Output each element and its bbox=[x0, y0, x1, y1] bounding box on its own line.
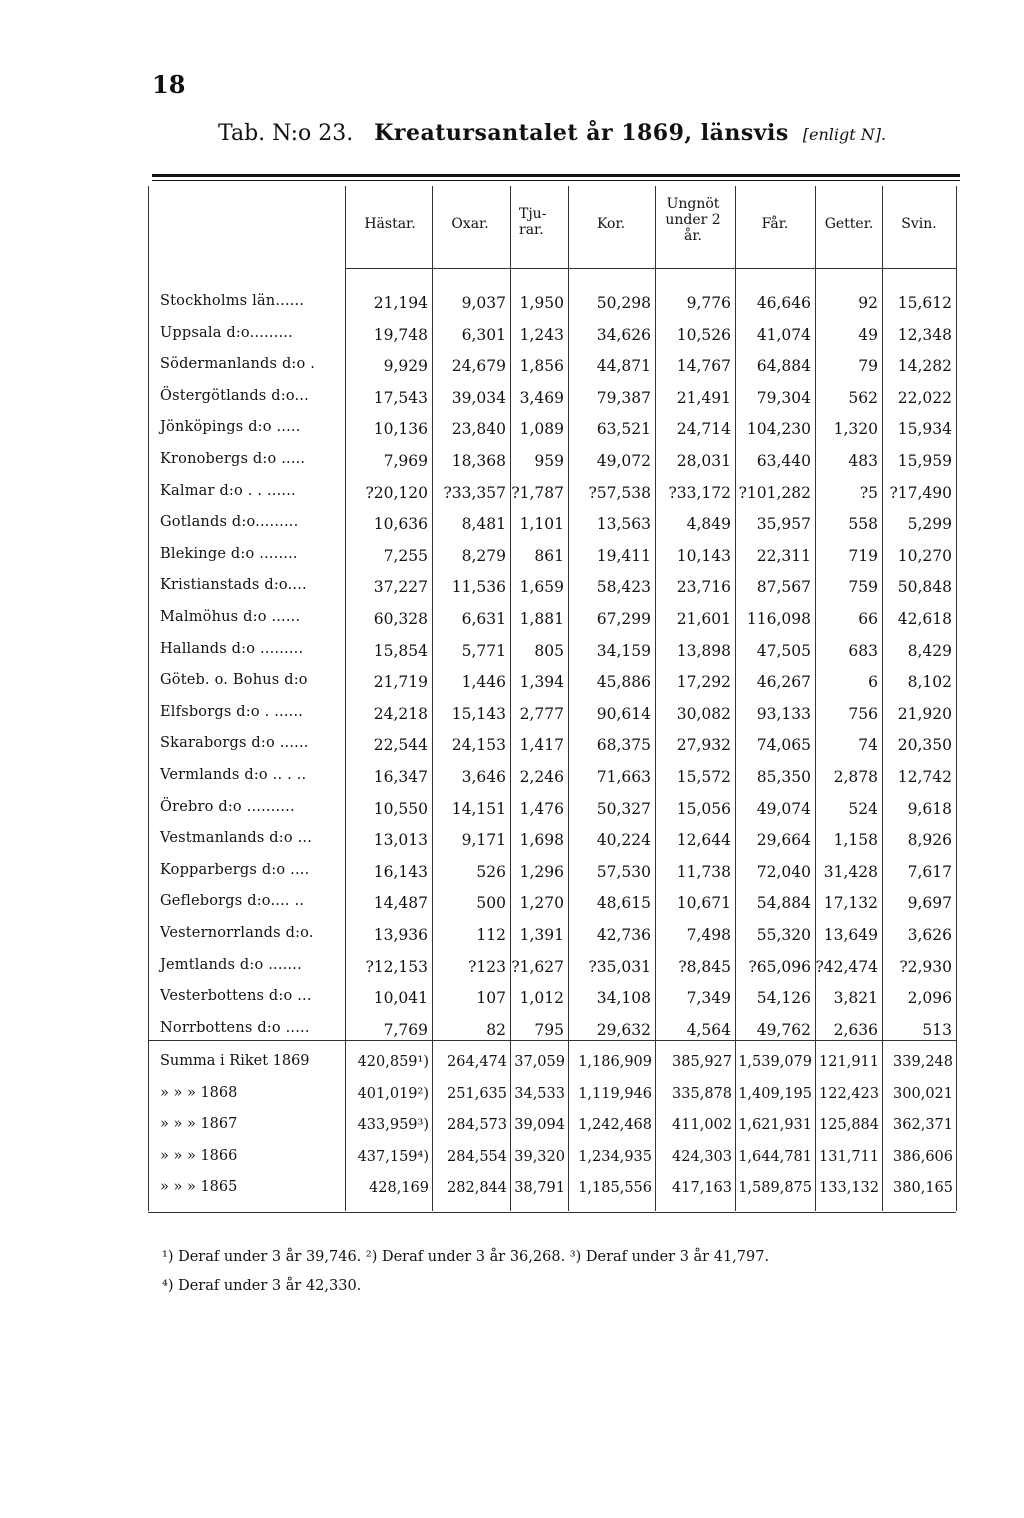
totals-cell: 300,021 bbox=[893, 1085, 953, 1102]
totals-cell: 424,303 bbox=[672, 1148, 732, 1165]
table-cell: 1,881 bbox=[519, 610, 564, 628]
table-cell: 112 bbox=[476, 926, 506, 944]
table-cell: 13,936 bbox=[373, 926, 428, 944]
table-cell: 21,601 bbox=[676, 610, 731, 628]
column-divider bbox=[655, 186, 656, 1211]
table-cell: 22,311 bbox=[756, 546, 811, 565]
column-divider bbox=[815, 186, 816, 1211]
table-cell: 5,771 bbox=[461, 641, 506, 660]
table-cell: 14,487 bbox=[373, 894, 428, 913]
column-divider bbox=[432, 186, 433, 1211]
table-cell: 483 bbox=[848, 452, 878, 470]
totals-cell: 251,635 bbox=[447, 1085, 507, 1102]
table-cell: 79,304 bbox=[756, 388, 811, 407]
table-heading: Kreatursantalet år 1869, länsvis bbox=[374, 120, 789, 146]
county-label: Blekinge d:o ........ bbox=[160, 545, 298, 562]
table-cell: 74,065 bbox=[756, 736, 811, 755]
table-cell: 1,417 bbox=[519, 736, 564, 755]
totals-cell: 386,606 bbox=[893, 1148, 953, 1165]
table-source-note: [enligt N]. bbox=[802, 125, 887, 144]
table-cell: 41,074 bbox=[756, 325, 811, 344]
table-cell: 3,626 bbox=[907, 926, 952, 944]
table-cell: 49,762 bbox=[756, 1020, 811, 1039]
column-divider bbox=[568, 186, 569, 1211]
table-cell: 8,279 bbox=[461, 546, 506, 565]
totals-cell: 39,094 bbox=[514, 1117, 565, 1133]
table-cell: 30,082 bbox=[676, 704, 731, 723]
totals-cell: 125,884 bbox=[819, 1117, 879, 1133]
table-cell: 12,742 bbox=[897, 768, 952, 786]
table-cell: 5,299 bbox=[907, 515, 952, 534]
table-cell: 46,267 bbox=[756, 673, 811, 692]
table-cell: ?20,120 bbox=[365, 483, 428, 502]
table-cell: 10,136 bbox=[373, 420, 428, 439]
table-cell: 805 bbox=[534, 641, 564, 660]
county-label: Stockholms län...... bbox=[160, 293, 305, 309]
county-label: Kopparbergs d:o .... bbox=[160, 861, 310, 878]
table-cell: 21,491 bbox=[676, 388, 731, 407]
table-cell: 10,550 bbox=[373, 799, 428, 818]
table-cell: 861 bbox=[534, 546, 564, 565]
table-cell: 17,543 bbox=[373, 388, 428, 407]
table-cell: 49,074 bbox=[756, 799, 811, 818]
totals-cell: 133,132 bbox=[819, 1180, 879, 1196]
table-cell: 1,446 bbox=[461, 673, 506, 692]
table-cell: 6,301 bbox=[461, 325, 506, 344]
table-cell: 34,626 bbox=[596, 325, 651, 344]
table-cell: 16,143 bbox=[373, 862, 428, 881]
county-label: Örebro d:o .......... bbox=[160, 798, 295, 815]
totals-cell: 420,859¹) bbox=[357, 1054, 429, 1070]
county-label: Kronobergs d:o ..... bbox=[160, 451, 306, 467]
table-cell: 15,934 bbox=[897, 420, 952, 439]
table-cell: 10,041 bbox=[373, 989, 428, 1008]
table-cell: 82 bbox=[486, 1020, 506, 1039]
table-cell: 3,646 bbox=[461, 768, 506, 786]
table-cell: 6,631 bbox=[461, 610, 506, 628]
totals-cell: 428,169 bbox=[369, 1180, 429, 1196]
table-cell: 759 bbox=[848, 578, 878, 597]
table-cell: 15,612 bbox=[897, 294, 952, 312]
column-header: Kor. bbox=[596, 216, 626, 232]
county-label: Malmöhus d:o ...... bbox=[160, 609, 301, 625]
table-cell: ?65,096 bbox=[748, 957, 811, 976]
table-cell: 15,854 bbox=[373, 641, 428, 660]
page-number: 18 bbox=[152, 70, 186, 99]
totals-cell: 122,423 bbox=[819, 1085, 879, 1102]
table-cell: 3,821 bbox=[833, 989, 878, 1008]
table-cell: ?17,490 bbox=[889, 483, 952, 502]
table-cell: 24,218 bbox=[373, 704, 428, 723]
totals-cell: 282,844 bbox=[447, 1180, 507, 1196]
table-cell: 15,572 bbox=[676, 768, 731, 786]
table-cell: 107 bbox=[476, 989, 506, 1008]
table-cell: 74 bbox=[858, 736, 878, 755]
table-cell: 1,391 bbox=[519, 926, 564, 944]
table-cell: 2,096 bbox=[907, 989, 952, 1008]
totals-cell: 1,234,935 bbox=[578, 1148, 652, 1165]
totals-cell: 385,927 bbox=[672, 1054, 732, 1070]
footnote-line-1: ¹) Deraf under 3 år 39,746. ²) Deraf under 3 år 36,268. ³) Deraf under 3 år 41,797. bbox=[162, 1249, 770, 1265]
table-cell: 42,618 bbox=[897, 610, 952, 628]
table-cell: 1,012 bbox=[519, 989, 564, 1008]
table-cell: 90,614 bbox=[596, 704, 651, 723]
county-label: Vesternorrlands d:o. bbox=[160, 925, 314, 941]
table-cell: 13,898 bbox=[676, 641, 731, 660]
table-cell: 14,282 bbox=[897, 357, 952, 376]
top-rule-thick bbox=[152, 174, 960, 177]
county-label: Jemtlands d:o ....... bbox=[160, 956, 302, 973]
table-cell: 10,526 bbox=[676, 325, 731, 344]
column-divider bbox=[510, 186, 511, 1211]
table-cell: 8,926 bbox=[907, 831, 952, 850]
county-label: Skaraborgs d:o ...... bbox=[160, 735, 309, 752]
table-cell: 22,022 bbox=[897, 388, 952, 407]
table-cell: 58,423 bbox=[596, 578, 651, 597]
table-cell: 49,072 bbox=[596, 452, 651, 470]
table-cell: 47,505 bbox=[756, 641, 811, 660]
table-cell: 54,884 bbox=[756, 894, 811, 913]
table-cell: 8,481 bbox=[461, 515, 506, 534]
table-cell: 24,714 bbox=[676, 420, 731, 439]
table-cell: 50,848 bbox=[897, 578, 952, 597]
column-divider-right bbox=[956, 186, 957, 1211]
table-cell: 1,158 bbox=[833, 831, 878, 850]
header-bottom-rule bbox=[345, 268, 956, 269]
column-divider bbox=[735, 186, 736, 1211]
top-rule-thin bbox=[152, 180, 960, 181]
table-cell: 17,292 bbox=[676, 673, 731, 692]
table-cell: 60,328 bbox=[373, 610, 428, 628]
table-cell: 40,224 bbox=[596, 831, 651, 850]
table-cell: 9,037 bbox=[461, 294, 506, 312]
table-cell: 72,040 bbox=[756, 862, 811, 881]
table-cell: 35,957 bbox=[756, 515, 811, 534]
totals-cell: 1,242,468 bbox=[578, 1117, 652, 1133]
county-label: Elfsborgs d:o . ...... bbox=[160, 703, 304, 720]
table-cell: 1,101 bbox=[519, 515, 564, 534]
table-cell: ?123 bbox=[468, 957, 506, 976]
table-cell: 50,327 bbox=[596, 799, 651, 818]
table-cell: 959 bbox=[534, 452, 564, 470]
table-cell: 39,034 bbox=[451, 388, 506, 407]
table-cell: 13,013 bbox=[373, 831, 428, 850]
table-cell: 1,659 bbox=[519, 578, 564, 597]
table-cell: 1,856 bbox=[519, 357, 564, 376]
table-cell: 18,368 bbox=[451, 452, 506, 470]
totals-cell: 411,002 bbox=[672, 1117, 732, 1133]
table-cell: 756 bbox=[848, 704, 878, 723]
table-cell: 20,350 bbox=[897, 736, 952, 755]
totals-cell: 401,019²) bbox=[357, 1085, 429, 1102]
table-cell: 55,320 bbox=[756, 926, 811, 944]
table-cell: 500 bbox=[476, 894, 506, 913]
table-cell: 2,777 bbox=[519, 704, 564, 723]
table-cell: 7,969 bbox=[383, 452, 428, 470]
table-cell: 44,871 bbox=[596, 357, 651, 376]
totals-cell: 339,248 bbox=[893, 1054, 953, 1070]
column-header: Getter. bbox=[824, 216, 874, 232]
table-cell: ?33,357 bbox=[443, 483, 506, 502]
totals-cell: 380,165 bbox=[893, 1180, 953, 1196]
column-divider bbox=[882, 186, 883, 1211]
table-cell: 2,636 bbox=[833, 1020, 878, 1039]
table-cell: 24,153 bbox=[451, 736, 506, 755]
county-label: Gefleborgs d:o.... .. bbox=[160, 893, 305, 910]
table-cell: 1,320 bbox=[833, 420, 878, 439]
table-cell: 50,298 bbox=[596, 294, 651, 312]
table-cell: 1,270 bbox=[519, 894, 564, 913]
table-cell: 10,636 bbox=[373, 515, 428, 534]
totals-cell: 437,159⁴) bbox=[357, 1148, 429, 1165]
table-cell: 16,347 bbox=[373, 768, 428, 786]
table-cell: 87,567 bbox=[756, 578, 811, 597]
county-label: Norrbottens d:o ..... bbox=[160, 1019, 310, 1036]
table-cell: 27,932 bbox=[676, 736, 731, 755]
table-cell: 66 bbox=[858, 610, 878, 628]
table-cell: 795 bbox=[534, 1020, 564, 1039]
table-cell: 19,748 bbox=[373, 325, 428, 344]
table-cell: 1,089 bbox=[519, 420, 564, 439]
table-cell: 93,133 bbox=[756, 704, 811, 723]
table-cell: 31,428 bbox=[823, 862, 878, 881]
table-cell: 4,564 bbox=[686, 1020, 731, 1039]
table-cell: 63,521 bbox=[596, 420, 651, 439]
table-cell: 13,563 bbox=[596, 515, 651, 534]
totals-cell: 284,573 bbox=[447, 1117, 507, 1133]
table-cell: 92 bbox=[858, 294, 878, 312]
table-cell: 64,884 bbox=[756, 357, 811, 376]
county-label: Östergötlands d:o... bbox=[160, 387, 309, 404]
county-label: Gotlands d:o......... bbox=[160, 514, 299, 531]
column-divider bbox=[345, 186, 346, 1211]
table-cell: 24,679 bbox=[451, 357, 506, 376]
table-cell: 9,776 bbox=[686, 294, 731, 312]
totals-cell: 39,320 bbox=[514, 1148, 565, 1165]
table-cell: 12,348 bbox=[897, 325, 952, 344]
totals-cell: 34,533 bbox=[514, 1085, 565, 1102]
table-cell: 48,615 bbox=[596, 894, 651, 913]
table-cell: 67,299 bbox=[596, 610, 651, 628]
table-cell: 10,270 bbox=[897, 546, 952, 565]
table-cell: 37,227 bbox=[373, 578, 428, 597]
table-cell: 49 bbox=[858, 325, 878, 344]
table-cell: 71,663 bbox=[596, 768, 651, 786]
table-cell: ?1,627 bbox=[511, 957, 564, 976]
table-cell: 562 bbox=[848, 388, 878, 407]
table-cell: 4,849 bbox=[686, 515, 731, 534]
totals-cell: 38,791 bbox=[514, 1180, 565, 1196]
footnote-line-2: ⁴) Deraf under 3 år 42,330. bbox=[162, 1278, 362, 1294]
table-cell: ?1,787 bbox=[511, 483, 564, 502]
table-cell: 1,243 bbox=[519, 325, 564, 344]
table-cell: 9,929 bbox=[383, 357, 428, 376]
table-cell: 63,440 bbox=[756, 452, 811, 470]
column-header: Får. bbox=[761, 216, 789, 232]
column-header: Tju-rar. bbox=[519, 206, 547, 238]
table-cell: 719 bbox=[848, 546, 878, 565]
table-cell: 10,671 bbox=[676, 894, 731, 913]
table-cell: 9,618 bbox=[907, 799, 952, 818]
table-left-border bbox=[148, 186, 149, 1211]
table-number: Tab. N:o 23. bbox=[218, 121, 354, 146]
totals-cell: 121,911 bbox=[819, 1054, 879, 1070]
totals-cell: 37,059 bbox=[514, 1054, 565, 1070]
county-label: Hallands d:o ......... bbox=[160, 640, 304, 657]
totals-cell: 362,371 bbox=[893, 1117, 953, 1133]
table-cell: 14,767 bbox=[676, 357, 731, 376]
table-cell: ?12,153 bbox=[365, 957, 428, 976]
table-cell: 1,698 bbox=[519, 831, 564, 850]
totals-cell: 1,644,781 bbox=[738, 1148, 812, 1165]
table-cell: ?42,474 bbox=[815, 957, 878, 976]
totals-cell: 1,409,195 bbox=[738, 1085, 812, 1102]
totals-cell: 264,474 bbox=[447, 1054, 507, 1070]
table-cell: 15,143 bbox=[451, 704, 506, 723]
table-cell: ?5 bbox=[859, 483, 878, 502]
table-cell: ?57,538 bbox=[588, 483, 651, 502]
table-cell: 1,476 bbox=[519, 799, 564, 818]
table-cell: 9,171 bbox=[461, 831, 506, 850]
table-cell: ?101,282 bbox=[738, 483, 811, 502]
column-header: Hästar. bbox=[364, 216, 416, 232]
county-label: Kalmar d:o . . ...... bbox=[160, 482, 296, 499]
table-cell: ?8,845 bbox=[678, 957, 731, 976]
table-cell: 513 bbox=[922, 1020, 952, 1039]
table-cell: ?2,930 bbox=[899, 957, 952, 976]
county-label: Jönköpings d:o ..... bbox=[160, 419, 301, 436]
table-cell: 13,649 bbox=[823, 926, 878, 944]
table-cell: 104,230 bbox=[746, 420, 811, 439]
table-cell: 21,719 bbox=[373, 673, 428, 692]
table-cell: 29,632 bbox=[596, 1020, 651, 1039]
table-cell: 11,738 bbox=[676, 862, 731, 881]
totals-cell: 335,878 bbox=[672, 1085, 732, 1102]
table-cell: ?33,172 bbox=[668, 483, 731, 502]
table-cell: 14,151 bbox=[451, 799, 506, 818]
table-cell: 68,375 bbox=[596, 736, 651, 755]
totals-cell: 417,163 bbox=[672, 1180, 732, 1196]
table-cell: 8,102 bbox=[907, 673, 952, 692]
totals-cell: 1,589,875 bbox=[738, 1180, 812, 1196]
totals-label: » » » 1865 bbox=[160, 1179, 238, 1195]
table-cell: 9,697 bbox=[907, 894, 952, 913]
column-header: Ungnöt under 2 år. bbox=[665, 196, 721, 244]
county-label: Vestmanlands d:o ... bbox=[160, 830, 313, 847]
table-cell: 15,959 bbox=[897, 452, 952, 470]
totals-cell: 1,539,079 bbox=[738, 1054, 812, 1070]
table-cell: 524 bbox=[848, 799, 878, 818]
table-cell: 46,646 bbox=[756, 294, 811, 312]
table-cell: 85,350 bbox=[756, 768, 811, 786]
totals-label: » » » 1867 bbox=[160, 1116, 238, 1132]
table-cell: 21,194 bbox=[373, 294, 428, 312]
table-cell: 79 bbox=[858, 357, 878, 376]
county-label: Kristianstads d:o.... bbox=[160, 577, 307, 594]
table-cell: 7,769 bbox=[383, 1020, 428, 1039]
table-cell: 10,143 bbox=[676, 546, 731, 565]
table-cell: 45,886 bbox=[596, 673, 651, 692]
table-cell: 116,098 bbox=[746, 610, 811, 628]
totals-cell: 433,959³) bbox=[357, 1117, 429, 1133]
table-cell: 7,617 bbox=[907, 862, 952, 881]
totals-cell: 1,185,556 bbox=[578, 1180, 652, 1196]
table-cell: 2,878 bbox=[833, 768, 878, 786]
totals-cell: 1,186,909 bbox=[578, 1054, 652, 1070]
table-cell: 683 bbox=[848, 641, 878, 660]
table-cell: 21,920 bbox=[897, 704, 952, 723]
county-label: Vermlands d:o .. . .. bbox=[160, 767, 307, 783]
table-cell: 28,031 bbox=[676, 452, 731, 470]
totals-cell: 131,711 bbox=[819, 1148, 879, 1165]
column-header: Oxar. bbox=[451, 216, 489, 232]
county-label: Vesterbottens d:o ... bbox=[160, 988, 312, 1005]
table-cell: 34,159 bbox=[596, 641, 651, 660]
county-label: Uppsala d:o......... bbox=[160, 324, 293, 341]
table-cell: 79,387 bbox=[596, 388, 651, 407]
table-title bbox=[218, 120, 886, 146]
table-cell: 1,394 bbox=[519, 673, 564, 692]
table-cell: 8,429 bbox=[907, 641, 952, 660]
table-bottom-rule bbox=[148, 1212, 956, 1213]
table-cell: 12,644 bbox=[676, 831, 731, 850]
table-cell: 1,950 bbox=[519, 294, 564, 312]
column-header: Svin. bbox=[901, 216, 937, 232]
table-cell: 29,664 bbox=[756, 831, 811, 850]
table-cell: 7,498 bbox=[686, 926, 731, 944]
table-cell: 3,469 bbox=[519, 388, 564, 407]
table-cell: 54,126 bbox=[756, 989, 811, 1008]
totals-label: » » » 1866 bbox=[160, 1147, 238, 1164]
table-cell: 7,349 bbox=[686, 989, 731, 1008]
table-cell: 42,736 bbox=[596, 926, 651, 944]
table-cell: 2,246 bbox=[519, 768, 564, 786]
table-cell: 19,411 bbox=[596, 546, 651, 565]
totals-label: Summa i Riket 1869 bbox=[160, 1053, 310, 1069]
table-cell: 34,108 bbox=[596, 989, 651, 1008]
table-cell: 23,840 bbox=[451, 420, 506, 439]
table-cell: 22,544 bbox=[373, 736, 428, 755]
table-cell: 1,296 bbox=[519, 862, 564, 881]
totals-cell: 1,119,946 bbox=[578, 1085, 652, 1102]
totals-label: » » » 1868 bbox=[160, 1084, 238, 1101]
table-cell: ?35,031 bbox=[588, 957, 651, 976]
table-cell: 6 bbox=[868, 673, 878, 692]
county-label: Göteb. o. Bohus d:o bbox=[160, 672, 308, 689]
table-cell: 526 bbox=[476, 862, 506, 881]
table-cell: 11,536 bbox=[451, 578, 506, 597]
table-cell: 57,530 bbox=[596, 862, 651, 881]
totals-top-rule bbox=[148, 1040, 956, 1041]
table-cell: 23,716 bbox=[676, 578, 731, 597]
table-cell: 15,056 bbox=[676, 799, 731, 818]
table-cell: 7,255 bbox=[383, 546, 428, 565]
county-label: Södermanlands d:o . bbox=[160, 356, 316, 373]
table-cell: 17,132 bbox=[823, 894, 878, 913]
totals-cell: 284,554 bbox=[447, 1148, 507, 1165]
totals-cell: 1,621,931 bbox=[738, 1117, 812, 1133]
table-cell: 558 bbox=[848, 515, 878, 534]
